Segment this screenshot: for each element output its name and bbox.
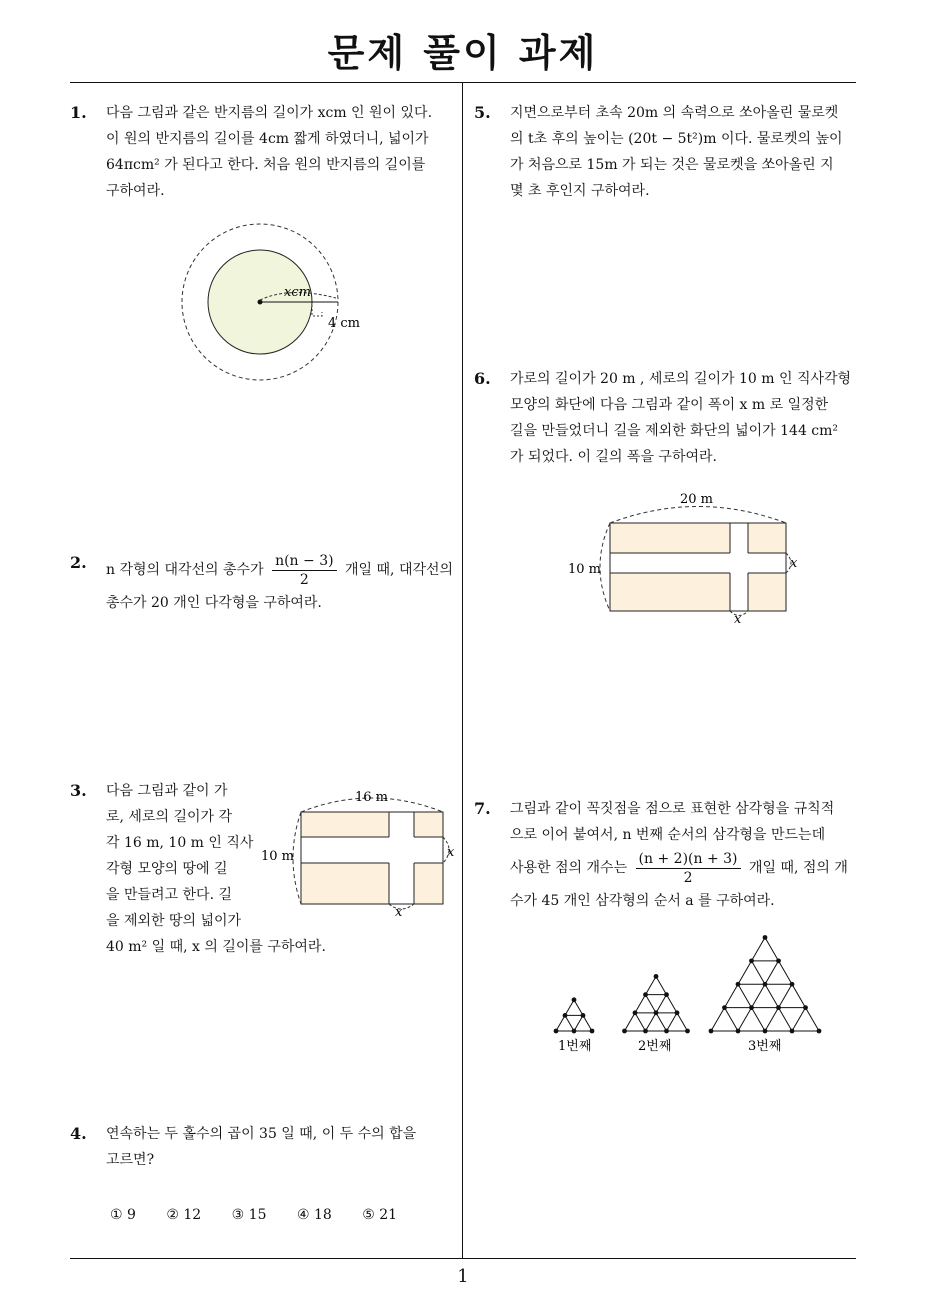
vertex-dot [590,1029,595,1034]
top-rule [70,82,856,83]
triangle-edge [765,984,779,1007]
answer-choices [110,1207,423,1223]
vertex-dot [643,1029,648,1034]
x-label: x [395,905,403,920]
problem-text-line: 수가 45 개인 삼각형의 순서 a 를 구하여라. [510,893,775,909]
triangle-edge [779,1008,793,1031]
triangle-edge [738,1008,752,1031]
vertex-dot [563,1013,568,1018]
triangle-edge [583,1015,592,1031]
problem-number: 4. [70,1124,87,1143]
problem-text-line: 모양의 화단에 다음 그림과 같이 폭이 x m 로 일정한 [510,397,829,413]
problem-text-line: 을 만들려고 한다. 길 [106,887,232,903]
choice-4[interactable]: ④ 18 [296,1207,332,1223]
problem-text-line: 64πcm² 가 된다고 한다. 처음 원의 반지름의 길이를 [106,157,426,173]
problem-number: 1. [70,103,87,122]
vertex-dot [736,1029,741,1034]
problem-number: 3. [70,781,87,800]
vertex-dot [572,997,577,1002]
triangle-edge [565,1015,574,1031]
bottom-rule [70,1258,856,1259]
x-label: x [734,612,742,625]
road-figure-6 [560,490,810,625]
road-figure-3 [255,786,460,921]
choice-3[interactable]: ③ 15 [231,1207,267,1223]
triangle-edge [738,984,752,1007]
vertex-dot [749,958,754,963]
vertex-dot [817,1029,822,1034]
vertex-dot [622,1029,627,1034]
problem-text-line: 가 처음으로 15m 가 되는 것은 물로켓을 쏘아올린 지 [510,157,834,173]
vertex-dot [664,1029,669,1034]
page-number: 1 [457,1266,469,1287]
vertex-dot [685,1029,690,1034]
triangle-edge [711,1008,725,1031]
x-label: x [447,845,455,860]
triangle-edge [677,1013,688,1031]
problem-number: 6. [474,369,491,388]
radius-label: xcm [284,285,311,300]
problem-text-line: 사용한 점의 개수는 $\frac{(n + 2)(n + 3)}{2}$ 개일 때, 점의 개 [510,850,848,886]
vertex-dot [749,1005,754,1010]
height-label: 10 m [568,562,602,577]
problem-text-line: 다음 그림과 같이 가 [106,783,228,799]
problem-text-line: 고르면? [106,1152,155,1168]
width-label: 16 m [355,790,389,805]
triangle-edge [738,961,752,984]
vertex-dot [736,982,741,987]
x-label: x [790,556,798,571]
problem-text-line: 총수가 20 개인 다각형을 구하여라. [106,595,322,611]
triangle-edge [625,1013,636,1031]
triangle-edge [565,1000,574,1016]
triangle-edge [725,984,739,1007]
triangle-edge [779,984,793,1007]
problem-text-line: 가로의 길이가 20 m , 세로의 길이가 10 m 인 직사각형 [510,371,852,387]
triangle-edge [635,995,646,1013]
problem-text-line: n 각형의 대각선의 총수가 $\frac{n(n - 3)}{2}$ 개일 때, 대각선의 [106,552,454,588]
triangle-edge [635,1013,646,1031]
problem-text-line: 각형 모양의 땅에 길 [106,861,228,877]
problem-text-line: 로, 세로의 길이가 각 [106,809,232,825]
triangle-edge [752,984,766,1007]
choice-1[interactable]: ① 9 [110,1207,136,1223]
diff-label: 4 cm [328,316,360,331]
vertex-dot [722,1005,727,1010]
triangle-edge [765,1008,779,1031]
vertex-dot [581,1013,586,1018]
triangle-edge [765,961,779,984]
triangle-edge [752,1008,766,1031]
problem-text-line: 지면으로부터 초속 20m 의 속력으로 쏘아올린 물로켓 [510,105,839,121]
problem-text-line: 몇 초 후인지 구하여라. [510,183,650,199]
choice-2[interactable]: ② 12 [166,1207,202,1223]
problem-text-line: 각 16 m, 10 m 인 직사 [106,835,254,851]
figure-1-label: 1번째 [558,1039,592,1054]
fraction: $\frac{n(n - 3)}{2}$ [272,552,337,589]
triangle-edge [667,1013,678,1031]
problem-number: 7. [474,799,491,818]
vertex-dot [763,935,768,940]
triangle-edge [574,1000,583,1016]
vertex-dot [554,1029,559,1034]
problem-text-line: 구하여라. [106,183,165,199]
problem-text-line: 을 제외한 땅의 넓이가 [106,913,242,929]
column-divider [462,82,463,1258]
width-label: 20 m [680,492,714,507]
triangle-edge [574,1015,583,1031]
vertex-dot [776,958,781,963]
triangle-dot-figure [540,930,830,1055]
page-title: 문제 풀이 과제 [327,31,599,75]
triangle-edge [656,1013,667,1031]
vertex-dot [790,982,795,987]
problem-text-line: 다음 그림과 같은 반지름의 길이가 xcm 인 원이 있다. [106,105,433,121]
vertex-dot [643,992,648,997]
vertex-dot [790,1029,795,1034]
choice-5[interactable]: ⑤ 21 [362,1207,398,1223]
triangle-edge [792,1008,806,1031]
figure-3-label: 3번째 [748,1039,782,1054]
vertex-dot [654,1010,659,1015]
triangle-edge [656,995,667,1013]
problem-text-line: 의 t초 후의 높이는 (20t − 5t²)m 이다. 물로켓의 높이 [510,131,843,147]
triangle-edge [806,1008,820,1031]
vertex-dot [763,1029,768,1034]
triangle-edge [752,961,766,984]
triangle-edge [792,984,806,1007]
triangle-edge [779,961,793,984]
problem-text-line: 가 되었다. 이 길의 폭을 구하여라. [510,449,717,465]
triangle-edge [646,976,657,994]
vertex-dot [763,982,768,987]
figure-2-label: 2번째 [638,1039,672,1054]
triangle-edge [556,1015,565,1031]
problem-number: 2. [70,553,87,572]
problem-text-line: 으로 이어 붙여서, n 번째 순서의 삼각형을 만드는데 [510,827,826,843]
vertex-dot [776,1005,781,1010]
circle-figure [170,220,360,385]
vertex-dot [664,992,669,997]
problem-text-line: 40 m² 일 때, x 의 길이를 구하여라. [106,939,326,955]
vertex-dot [633,1010,638,1015]
triangle-edge [765,937,779,960]
triangle-edge [752,937,766,960]
problem-text-line: 연속하는 두 홀수의 곱이 35 일 때, 이 두 수의 합을 [106,1126,417,1142]
triangle-edge [725,1008,739,1031]
fraction: $\frac{(n + 2)(n + 3)}{2}$ [636,850,741,887]
vertex-dot [654,974,659,979]
vertex-dot [709,1029,714,1034]
vertex-dot [675,1010,680,1015]
problem-number: 5. [474,103,491,122]
problem-text-line: 길을 만들었더니 길을 제외한 화단의 넓이가 144 cm² [510,423,839,439]
triangle-edge [646,1013,657,1031]
triangle-edge [656,976,667,994]
vertex-dot [803,1005,808,1010]
triangle-edge [667,995,678,1013]
height-label: 10 m [261,849,295,864]
vertex-dot [572,1029,577,1034]
problem-text-line: 이 원의 반지름의 길이를 4cm 짧게 하였더니, 넓이가 [106,131,429,147]
triangle-edge [646,995,657,1013]
problem-text-line: 그림과 같이 꼭짓점을 점으로 표현한 삼각형을 규칙적 [510,801,835,817]
